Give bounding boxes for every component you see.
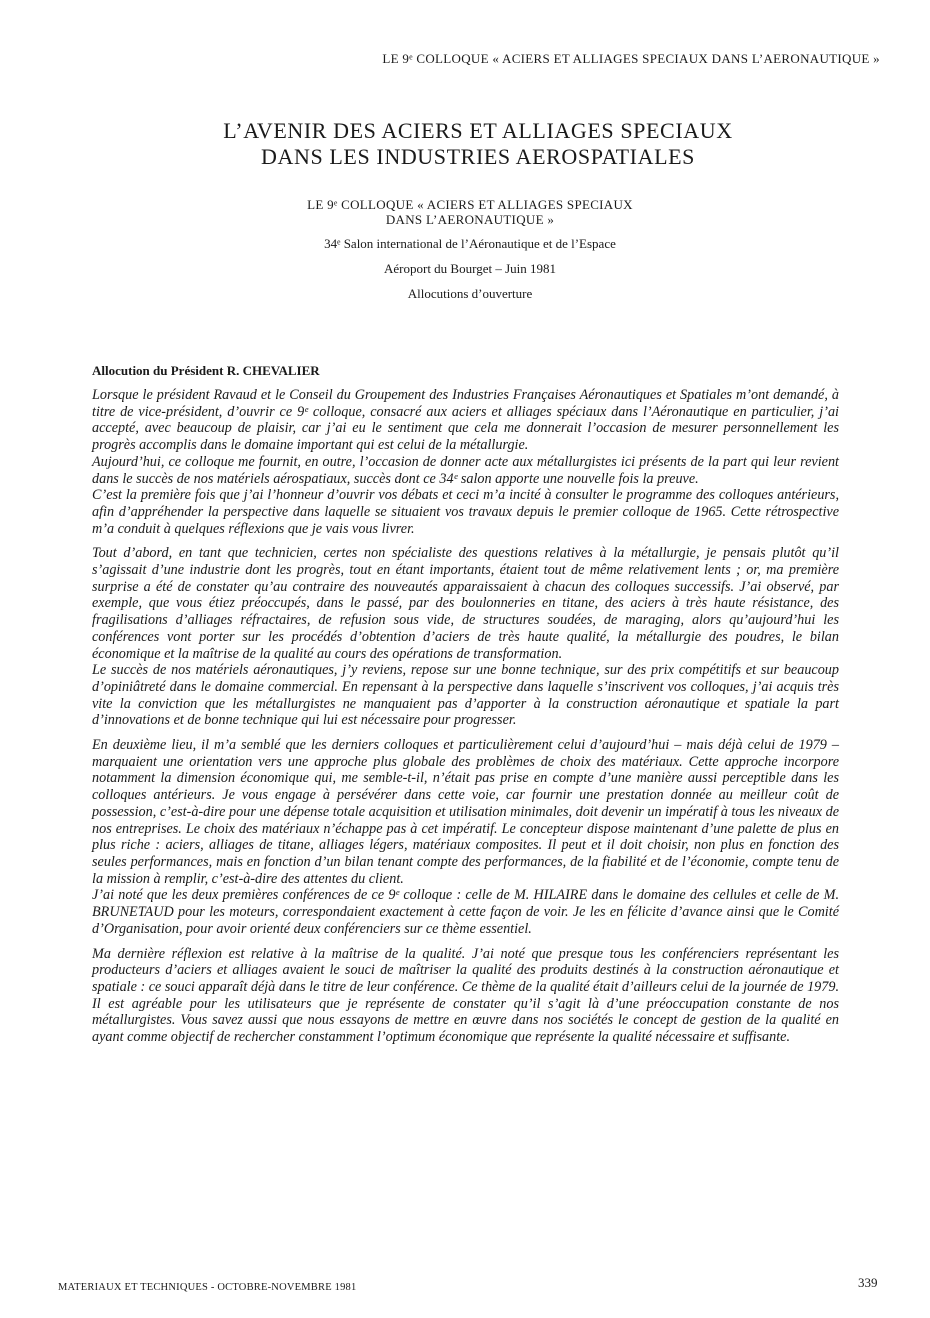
running-header: LE 9ᵉ COLLOQUE « ACIERS ET ALLIAGES SPECIAUX DANS L’AERONAUTIQUE » xyxy=(382,51,880,66)
place-date-line: Aéroport du Bourget – Juin 1981 xyxy=(384,261,556,276)
paragraph: C’est la première fois que j’ai l’honneur d’ouvrir vos débats et ceci m’a incité à consulter le programme des colloques antérieurs, afin d’appréhender la perspective dans laquelle se situaient vos travaux depuis le premier colloque de 1965. Cette rétrospective m’a conduit à quelques réflexions que je vais vous livrer. xyxy=(92,487,839,537)
paragraph: Aujourd’hui, ce colloque me fournit, en outre, l’occasion de donner acte aux métallurgistes ici présents de la part qui leur revient dans le succès de nos matériels aérospatiaux, succès dont ce 34ᵉ salon apporte une nouvelle fois la preuve. xyxy=(92,453,839,487)
paragraph: Le succès de nos matériels aéronautiques, j’y reviens, repose sur une bonne technique, sur des prix compétitifs et sur beaucoup d’opiniâtreté dans le domaine commercial. En repensant à la perspective dans laquelle s’inscrivent vos colloques, j’ai acquis très vite la conviction que les métallurgistes ne manquaient pas d’apporter à la construction aéronautique et spatiale la part d’innovations et de bonne technique qui lui est nécessaire pour progresser. xyxy=(92,662,839,729)
subtitle-line-1: LE 9ᵉ COLLOQUE « ACIERS ET ALLIAGES SPECIAUX xyxy=(307,197,633,212)
paragraph: J’ai noté que les deux premières conférences de ce 9ᵉ colloque : celle de M. HILAIRE dans le domaine des cellules et celle de M. BRUNETAUD pour les moteurs, correspondaient exactement à cette façon de voir. Je les en félicite d’avance ainsi que le Comité d’Organisation, pour avoir orienté deux conférenciers sur ce thème essentiel. xyxy=(92,887,839,937)
paragraph: En deuxième lieu, il m’a semblé que les derniers colloques et particulièrement celui d’aujourd’hui – mais déjà celui de 1979 – marquaient une orientation vers une approche plus globale des problèmes de choix des matériaux. Cette approche incorpore notamment la dimension économique qui, me semble-t-il, n’était pas prise en compte d’une manière aussi perceptible dans les colloques antérieurs. Je vous engage à persévérer dans cette voie, car fournir une prestation donnée au meilleur coût de possession, c’est-à-dire pour une dépense totale acquisition et utilisation minimales, doit devenir un impératif à tous les niveaux de nos entreprises. Le choix des matériaux n’échappe pas à cet impératif. Le concepteur dispose maintenant d’une palette de plus en plus riche : aciers, alliages de titane, alliages légers, matériaux composites. Il peut et il doit choisir, non plus en fonction des seules performances, mais en fonction d’un bilan tenant compte des performances, de la fiabilité et de l’économie, compte tenu de la mission à remplir, c’est-à-dire des attentes du client. xyxy=(92,737,839,887)
section-heading: Allocution du Président R. CHEVALIER xyxy=(92,363,320,378)
article-body xyxy=(92,387,839,1046)
paragraph: Ma dernière réflexion est relative à la maîtrise de la qualité. J’ai noté que presque tous les conférenciers représentant les producteurs d’aciers et alliages avaient le souci de maîtriser la qualité des produits destinés à la construction aéronautique et spatiale : ce souci apparaît déjà dans le titre de leur conférence. Ce thème de la qualité était d’ailleurs celui de la journée de 1979. Il est agréable pour les utilisateurs que je représente de constater qu’il s’agit là d’une préoccupation constante de nos métallurgistes. Vous savez aussi que nous essayons de mettre en œuvre dans nos sociétés le concept de gestion de la qualité en ayant comme objectif de rechercher constamment l’optimum économique que représente la qualité nécessaire et suffisante. xyxy=(92,945,839,1046)
article-title xyxy=(110,118,846,170)
salon-line: 34ᵉ Salon international de l’Aéronautique et de l’Espace xyxy=(324,236,616,251)
paragraph: Lorsque le président Ravaud et le Conseil du Groupement des Industries Françaises Aéronautiques et Spatiales m’ont demandé, à titre de vice-président, d’ouvrir ce 9ᵉ colloque, consacré aux aciers et alliages spéciaux dans l’Aéronautique en particulier, j’ai accepté, avec beaucoup de plaisir, car j’ai eu le sentiment que cela me donnerait l’occasion de mesurer personnellement les progrès accomplis dans le domaine important qui est celui de la métallurgie. xyxy=(92,387,839,454)
page-number: 339 xyxy=(858,1275,878,1290)
paragraph: Tout d’abord, en tant que technicien, certes non spécialiste des questions relatives à la métallurgie, je pensais plutôt qu’il s’agissait d’une industrie dont les progrès, tout en étant importants, étaient tout de même relativement lents ; or, ma première surprise a été de constater qu’au contraire des nouveautés apparaissaient à chacun des colloques successifs. J’ai observé, par exemple, que vous étiez préoccupés, dans le passé, par des boulonneries en titane, des aciers à très haute résistance, des fragilisations d’alliages réfractaires, de refusion sous vide, de structures soudées, de maraging, alors qu’aujourd’hui les conférences vont porter sur les procédés d’obtention d’aciers de très haute qualité, la métallurgie des poudres, le bilan économique et la maîtrise de la qualité au cours des opérations de transformation. xyxy=(92,545,839,662)
subtitle-line-2: DANS L’AERONAUTIQUE » xyxy=(385,212,555,227)
allocutions-line: Allocutions d’ouverture xyxy=(407,286,533,301)
subtitle-block xyxy=(230,197,710,302)
title-line-1: L’AVENIR DES ACIERS ET ALLIAGES SPECIAUX xyxy=(223,118,733,143)
title-line-2: DANS LES INDUSTRIES AEROSPATIALES xyxy=(261,144,695,169)
footer-journal: MATERIAUX ET TECHNIQUES - OCTOBRE-NOVEMBRE 1981 xyxy=(58,1282,357,1293)
